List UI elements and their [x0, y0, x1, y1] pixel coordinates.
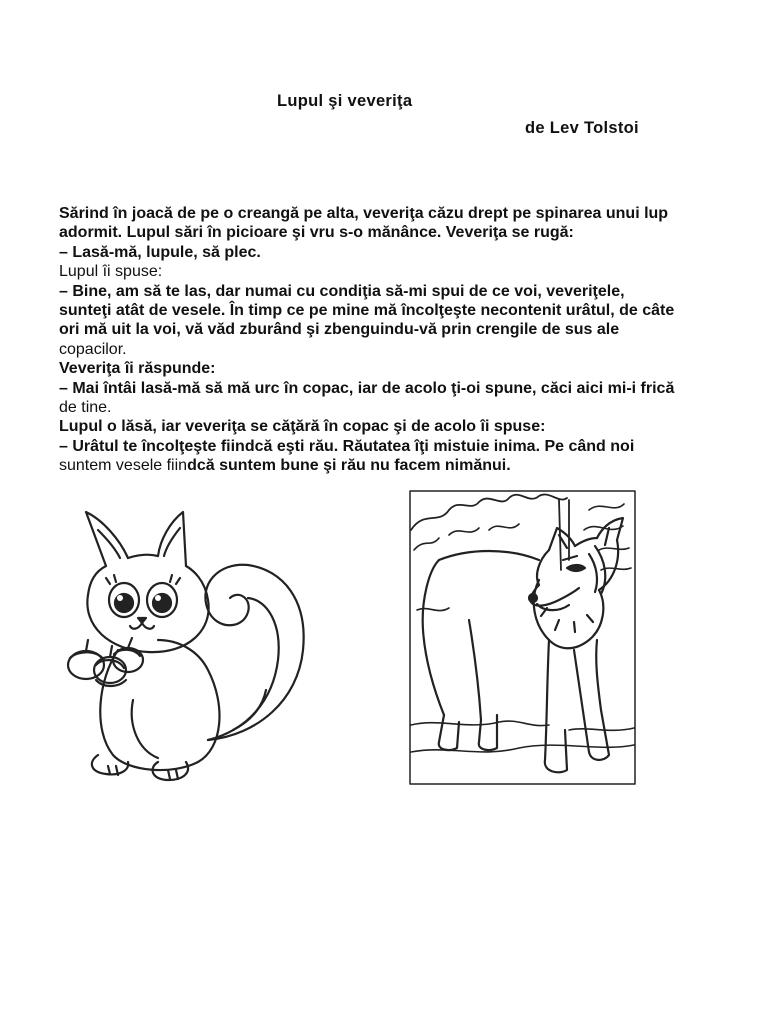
story-text — [59, 204, 719, 476]
text-fragment: dcă suntem bune şi rău nu facem nimănui. — [187, 457, 511, 475]
text-fragment: suntem vesele fiin — [59, 457, 188, 475]
text-line: adormit. Lupul sări în picioare şi vru s-o mănânce. Veveriţa se rugă: — [59, 224, 574, 242]
text-line — [59, 456, 719, 475]
text-line: Sărind în joacă de pe o creangă pe alta, veveriţa căzu drept pe spinarea unui lup — [59, 205, 669, 222]
text-line: – Urâtul te încolţeşte fiindcă eşti rău. Răutatea îţi mistuie inima. Pe când noi — [59, 437, 635, 455]
text-line: Lupul îi spuse: — [59, 263, 163, 281]
text-line: – Lasă-mă, lupule, să plec. — [59, 243, 261, 261]
text-line: copacilor. — [59, 340, 127, 358]
text-line: – Bine, am să te las, dar numai cu condiţia să-mi spui de ce voi, veveriţele, — [59, 282, 625, 300]
text-line: ori mă uit la voi, vă văd zburând şi zbenguindu-vă prin crengile de sus ale — [59, 321, 620, 339]
page-title: Lupul şi veveriţa — [277, 92, 413, 110]
text-line: – Mai întâi lasă-mă să mă urc în copac, iar de acolo ţi-oi spune, căci aici mi-i frică — [59, 379, 675, 397]
text-line: de tine. — [59, 399, 112, 417]
author-line: de Lev Tolstoi — [525, 119, 639, 137]
squirrel-illustration — [58, 500, 310, 785]
wolf-illustration — [409, 490, 636, 785]
text-line: Veveriţa îi răspunde: — [59, 360, 216, 378]
text-line: Lupul o lăsă, iar veveriţa se căţără în copac şi de acolo îi spuse: — [59, 418, 546, 436]
text-line: sunteţi atât de vesele. În timp ce pe mine mă încolţeşte necontenit urâtul, de câte — [59, 302, 675, 320]
